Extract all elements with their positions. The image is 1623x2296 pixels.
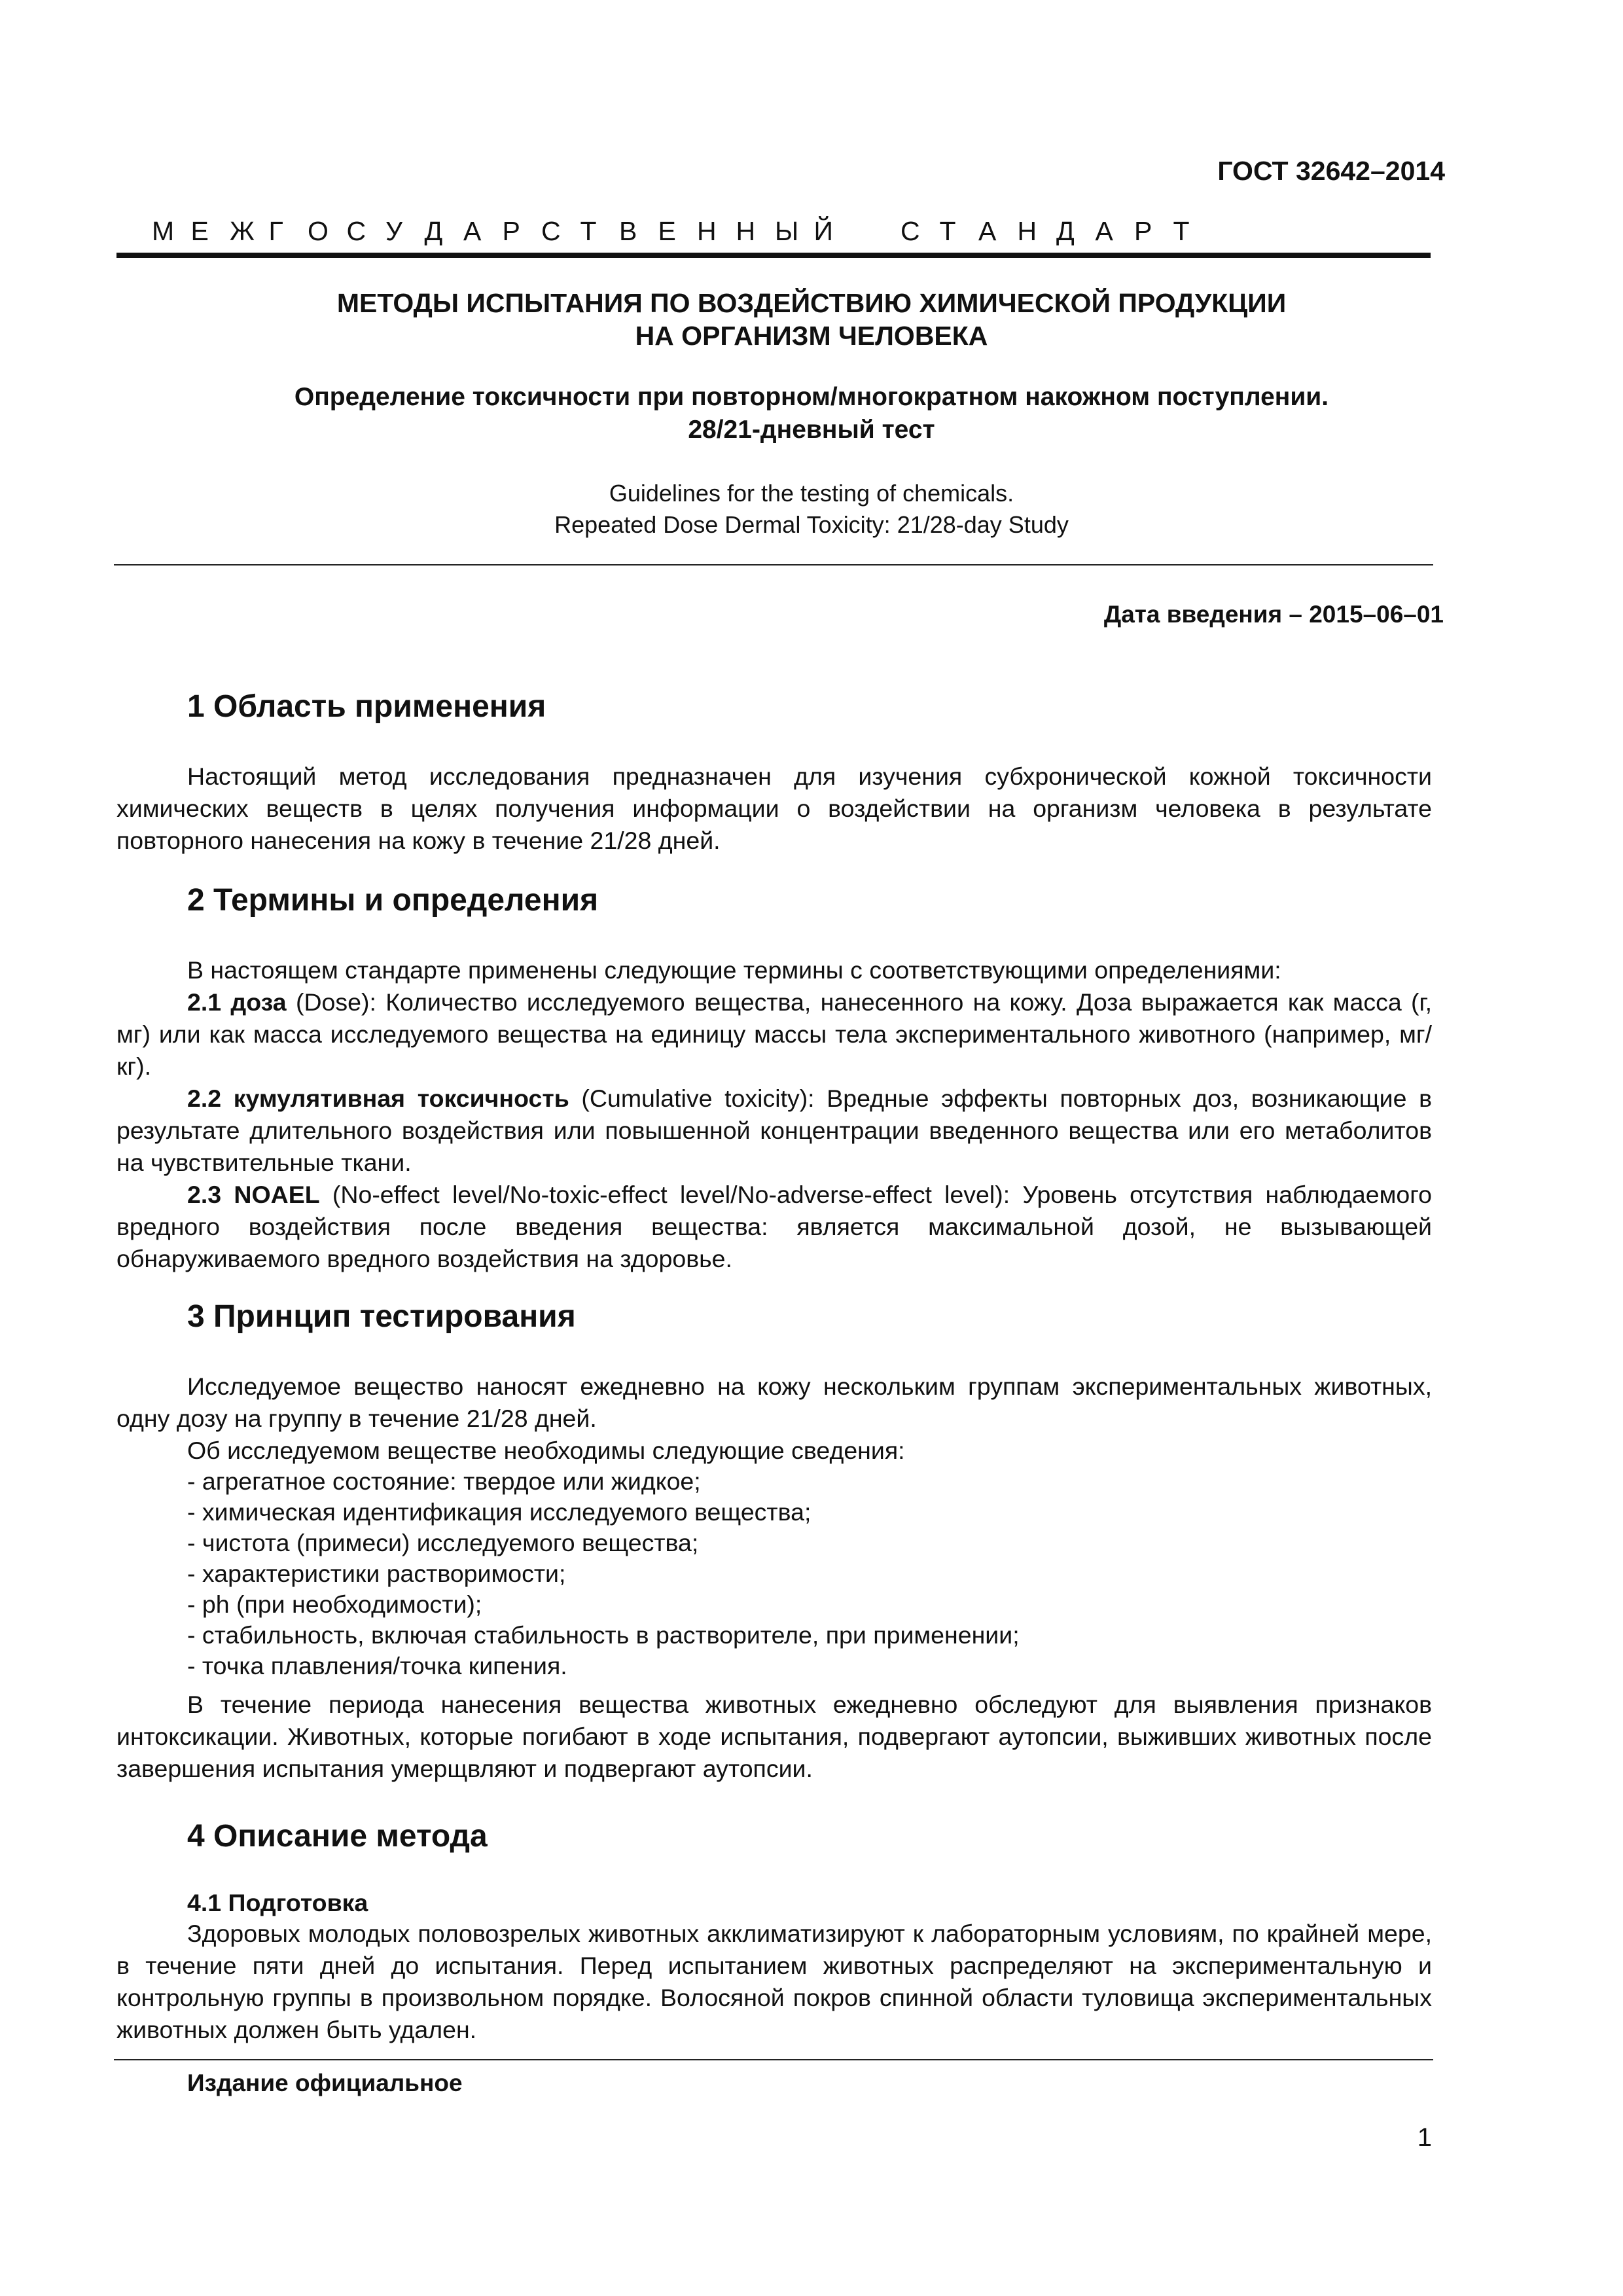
list-item: - ph (при необходимости); xyxy=(187,1590,482,1618)
standard-type-letter: О xyxy=(308,216,329,246)
subtitle-line-2: 28/21-дневный тест xyxy=(688,416,935,444)
standard-type-letter: Й xyxy=(813,216,833,246)
list-item: - характеристики растворимости; xyxy=(187,1560,566,1587)
list-item: - агрегатное состояние: твердое или жидкое; xyxy=(187,1467,701,1495)
terms-intro: В настоящем стандарте применены следующие термины с соответствующими определениями: xyxy=(187,956,1281,984)
standard-type-letter: Д xyxy=(424,216,443,246)
list-item: - стабильность, включая стабильность в растворителе, при применении; xyxy=(187,1621,1020,1649)
section-3-text: В течение периода нанесения вещества животных ежедневно обследуют для выявления признаков интоксикации. Животных, которые погибают в ходе испытания, подвергают аутопсии, выживших животных после завершения испытания умерщвляют и подвергают аутопсии. xyxy=(116,1691,1432,1782)
page-number: 1 xyxy=(1417,2123,1432,2152)
english-title-line-1: Guidelines for the testing of chemicals. xyxy=(609,480,1014,507)
standard-word-letter: Д xyxy=(1056,216,1075,246)
official-edition-label: Издание официальное xyxy=(187,2070,463,2096)
section-4-heading: 4 Описание метода xyxy=(187,1819,488,1854)
term-cumulative-toxicity: 2.2 кумулятивная токсичность (Cumulative toxicity): Вредные эффекты повторных доз, возникающие в результате длительного воздействия или повышенной концентрации введенного вещества или его метаболитов на чувствительные ткани. xyxy=(116,1085,1432,1176)
section-2-text xyxy=(116,954,1432,1275)
header-rule xyxy=(116,253,1431,258)
document-title xyxy=(0,287,1623,352)
standard-word-letter: А xyxy=(1095,216,1113,246)
subsection-4-1-heading: 4.1 Подготовка xyxy=(187,1889,368,1916)
standard-type-letter: У xyxy=(385,216,403,246)
title-line-2: НА ОРГАНИЗМ ЧЕЛОВЕКА xyxy=(635,321,988,351)
standard-word-letter: Т xyxy=(1173,216,1190,246)
standard-type-letter: Н xyxy=(697,216,717,246)
title-line-1: МЕТОДЫ ИСПЫТАНИЯ ПО ВОЗДЕЙСТВИЮ ХИМИЧЕСКОЙ ПРОДУКЦИИ xyxy=(336,288,1287,318)
document-subtitle xyxy=(0,381,1623,446)
standard-type-letter: Т xyxy=(580,216,597,246)
section-1-text: Настоящий метод исследования предназначен для изучения субхронической кожной токсичности химических веществ в целях получения информации о воздействии на организм человека в результате повторного нанесения на кожу в течение 21/28 дней. xyxy=(116,762,1432,854)
section-4-text: Здоровых молодых половозрелых животных акклиматизируют к лабораторным условиям, по крайней мере, в течение пяти дней до испытания. Перед испытанием животных распределяют на экспериментальную и контрольную группы в произвольном порядке. Волосяной покров спинной области туловища экспериментальных животных должен быть удален. xyxy=(116,1920,1432,2043)
standard-word-letter: С xyxy=(901,216,920,246)
standard-type-letter: Е xyxy=(658,216,676,246)
list-item: - чистота (примеси) исследуемого вещества; xyxy=(187,1529,699,1556)
standard-type-letter: М xyxy=(152,216,175,246)
list-item: - точка плавления/точка кипения. xyxy=(187,1652,567,1679)
standard-type-letter: С xyxy=(346,216,366,246)
list-item: - химическая идентификация исследуемого вещества; xyxy=(187,1498,812,1526)
title-rule xyxy=(114,564,1433,565)
standard-word-letter: А xyxy=(978,216,997,246)
english-title xyxy=(0,478,1623,541)
standard-type-letter: Н xyxy=(736,216,756,246)
standard-type-letter: В xyxy=(619,216,637,246)
english-title-line-2: Repeated Dose Dermal Toxicity: 21/28-day Study xyxy=(554,511,1069,538)
section-2-heading: 2 Термины и определения xyxy=(187,883,599,918)
subtitle-line-1: Определение токсичности при повторном/многократном накожном поступлении. xyxy=(294,383,1329,411)
section-3-heading: 3 Принцип тестирования xyxy=(187,1299,576,1334)
footer-rule xyxy=(114,2059,1433,2060)
document-number: ГОСТ 32642–2014 xyxy=(1217,156,1445,186)
standard-type-letter: Е xyxy=(190,216,209,246)
standard-type-letter: А xyxy=(463,216,482,246)
standard-type-letter: Р xyxy=(502,216,520,246)
term-noael: 2.3 NOAEL (No-effect level/No-toxic-effect level/No-adverse-effect level): Уровень отсутствия наблюдаемого вредного воздействия после введения вещества: является максимальной дозой, не вызывающей обнаруживаемого вредного воздействия на здоровье. xyxy=(116,1181,1432,1272)
section-1-heading: 1 Область применения xyxy=(187,689,546,724)
term-dose: 2.1 доза (Dose): Количество исследуемого вещества, нанесенного на кожу. Доза выражается как масса (г, мг) или как масса исследуемого вещества на единицу массы тела экспериментального животного (например, мг/кг). xyxy=(116,988,1432,1080)
standard-type-letter: Ы xyxy=(775,216,799,246)
standard-type-letter: Г xyxy=(268,216,283,246)
standard-word-letter: Р xyxy=(1134,216,1152,246)
standard-type-letter: Ж xyxy=(230,216,255,246)
standard-type-letter: С xyxy=(541,216,561,246)
substance-info-list xyxy=(187,1466,1020,1681)
standard-word-letter: Т xyxy=(939,216,956,246)
section-3-intro: Исследуемое вещество наносят ежедневно на кожу нескольким группам экспериментальных животных, одну дозу на группу в течение 21/28 дней. Об исследуемом веществе необходимы следующие сведения: xyxy=(116,1372,1432,1464)
standard-word-letter: Н xyxy=(1017,216,1037,246)
introduction-date: Дата введения – 2015–06–01 xyxy=(1103,601,1444,628)
